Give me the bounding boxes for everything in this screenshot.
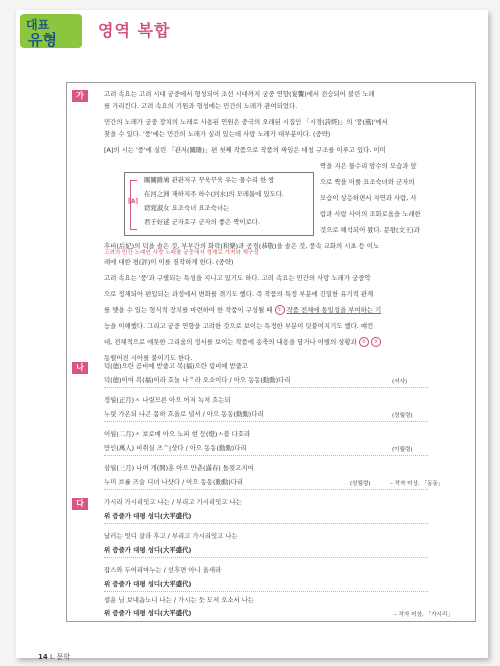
- ruled-line: [104, 455, 428, 456]
- poem-line-1: 關關雎鳩 관관저구 꾸욱꾸욱 우는 물수리 한 쌍: [144, 176, 275, 184]
- footer-section: Ⅰ. 문학: [49, 653, 71, 661]
- type-badge: [20, 14, 82, 48]
- na-line-5: 이월(二月)ㅅ 보로매 아으 노피 현 등(燈)ㅅ블 다호라: [104, 430, 251, 438]
- underlined-phrase: 작품 전체에 통일성을 부여하는 기: [286, 306, 382, 314]
- ruled-line: [104, 557, 428, 558]
- page-footer: [38, 652, 70, 662]
- marker-ga: 가: [72, 90, 88, 102]
- poem-label: [A]: [128, 198, 139, 205]
- poem-bracket: [130, 180, 137, 230]
- poem-line-2: 在河之洲 재하지주 하수(河水)의 모래톱에 있도다.: [144, 190, 284, 198]
- marker-na: 나: [72, 362, 88, 374]
- badge-top-text: 대표: [26, 18, 50, 32]
- circle-number-3: ③: [371, 337, 381, 347]
- marker-da: 다: [72, 498, 88, 510]
- na-line-8: 누미 브롤 즈슬 디녀 나샷다 / 아으 동동(動動)다리: [104, 478, 244, 486]
- da-refrain-3: 위 증즐가 대평 성디(大平盛代): [104, 580, 192, 588]
- na-source: – 작자 미상, 「동동」: [390, 481, 444, 487]
- ga-after-5: [104, 304, 381, 316]
- da-source: – 작자 미상, 「가시리」: [394, 612, 453, 618]
- ga-after-6: 능을 이해했다. 그리고 궁중 연향을 고려한 것으로 보이는 특정한 부분이 덧붙여지기도 했다. 예컨: [104, 322, 374, 330]
- ruled-line: [104, 421, 428, 422]
- da-line-1: 가시리 가시리잇고 나는 / 부리고 가시리잇고 나는: [104, 498, 242, 506]
- poem-line-4: 君子好逑 군자호구 군자의 좋은 짝이로다.: [144, 218, 260, 226]
- ga-right-4: 람과 사람 사이의 조화로움을 노래한: [320, 210, 421, 218]
- da-line-7: 셜운 님 보내옵노니 나는 / 가시는 둣 도셔 오소서 나는: [104, 596, 255, 604]
- circle-number-2: ②: [359, 337, 369, 347]
- da-refrain-4: 위 증즐가 대평 성디(大平盛代): [104, 609, 192, 617]
- ruled-line: [104, 591, 428, 592]
- ga-after-7: [104, 336, 381, 348]
- na-note-6: (이월령): [392, 447, 413, 453]
- badge-bottom-text: 유형: [28, 31, 57, 49]
- poem-line-3: 窈窕淑女 요조숙녀 요조숙녀는: [144, 204, 230, 212]
- ga-line-2: 를 가리킨다. 고려 속요의 기원과 형성에는 민간의 노래가 관여되었다.: [104, 102, 298, 110]
- ga-right-5: 것으로 해석되어 왔다. 문왕(文王)과: [320, 226, 420, 234]
- na-line-4: 누릿 가온되 나곤 몸하 흐올로 녈셔 / 아으 동동(動動)다리: [104, 410, 264, 418]
- da-line-3: 날러는 엇디 살라 후고 / 부리고 가시리잇고 나는: [104, 532, 238, 540]
- ga-line-5: [A]의 시는 '풍'에 실린 「관저(關雎)」편 첫째 작품으로 작품의 짜임은 대칭 구조를 이루고 있다. 이미: [104, 146, 386, 154]
- na-line-6: 만인(萬人) 비취실 즈ᄉ|샷다 / 아으 동동(動動)다리: [104, 444, 247, 452]
- ga-right-2: 으로 짝을 이룰 요조숙녀와 군자의: [320, 178, 415, 186]
- ga-after-3: 고려 속요는 '풍'과 구별되는 특성을 지니고 있기도 하다. 고려 속요는 민간의 사랑 노래가 궁중악: [104, 274, 371, 282]
- page: [16, 10, 488, 661]
- na-line-7: 삼월(三月) 나며 개(開)훈 아으 만춘(滿春) 돌욋고지여: [104, 464, 254, 472]
- circle-number-1: ①: [275, 305, 285, 315]
- ga-after-8: 동떨어진 시어를 붙이기도 한다.: [104, 354, 193, 362]
- ruled-line: [104, 489, 428, 490]
- na-line-3: 정월(正月)ㅅ 나릿므른 아으 어저 녹져 흐는되: [104, 396, 231, 404]
- page-number: 14: [38, 653, 48, 661]
- ga-after-7-text: 대, 전체적으로 애틋한 그리움의 정서를 보이는 작품에 송축의 내용을 담거나 이별의 상황과: [104, 338, 357, 346]
- ga-right-1: 짝을 지은 물수리 암수의 모습과 앞: [320, 162, 417, 170]
- na-note-8: (삼월령): [350, 481, 371, 487]
- header: [16, 10, 488, 50]
- ruled-line: [104, 387, 428, 388]
- ga-after-1: 후비(后妃)의 덕을 솔은 것, 부부간의 화락(和樂)과 공경(恭敬)을 솔은 것, 풍속 교화의 시초 등 이노: [104, 242, 380, 250]
- da-line-5: 잡스와 두어리마누는 / 선후면 아니 올세라: [104, 566, 222, 574]
- da-refrain-1: 위 증즐가 대평 성디(大平盛代): [104, 512, 192, 520]
- da-refrain-2: 위 증즐가 대평 성디(大平盛代): [104, 546, 192, 554]
- ruled-line: [104, 523, 428, 524]
- ga-after-2: 래에 대한 평(評)이 이를 짐작하게 한다. (중략): [104, 258, 234, 266]
- ga-after-4: 으로 정재되어 편입되는 과정에서 변화를 겪기도 했다. 즉 작품의 특정 부분에 긴밀한 유기적 관계: [104, 290, 374, 298]
- ga-right-3: 모습이 상응하면서 자연과 사람, 사: [320, 194, 417, 202]
- na-note-2: (서사): [392, 379, 408, 385]
- ga-line-1: 고려 속요는 고려 시대 궁중에서 형성되어 조선 시대까지 궁중 연향(宴饗)에서 전승되어 불린 노래: [104, 90, 375, 98]
- na-note-4: (정월령): [392, 413, 413, 419]
- ga-line-4: 찾을 수 있다. '풍'에는 민간의 노래가 실려 있는데 사랑 노래가 대부분이다. (중략): [104, 130, 331, 138]
- na-line-1: 덕(德)으란 곰비예 받줍고 복(福)으란 림비예 받줍고: [104, 362, 249, 370]
- ga-after-5-text: 를 맺을 수 있는 형식적 장치를 마련하여 한 작품이 구성될 때: [104, 306, 275, 314]
- page-title: 영역 복합: [98, 21, 171, 40]
- red-handwritten-note: 고려의 민간 노래인 사랑 노래를 궁중에서 정재로 가져와 재구성: [104, 250, 259, 256]
- na-line-2: 덕(德)이여 복(福)이라 호놀 나ᄋ라 오소이다 / 아으 동동(動動)다리: [104, 376, 291, 384]
- ga-line-3: 민간의 노래가 궁중 장치의 노래로 사용된 연원은 중국의 오래된 시집인 「시경(詩經)」의 '풍(風)'에서: [104, 118, 388, 126]
